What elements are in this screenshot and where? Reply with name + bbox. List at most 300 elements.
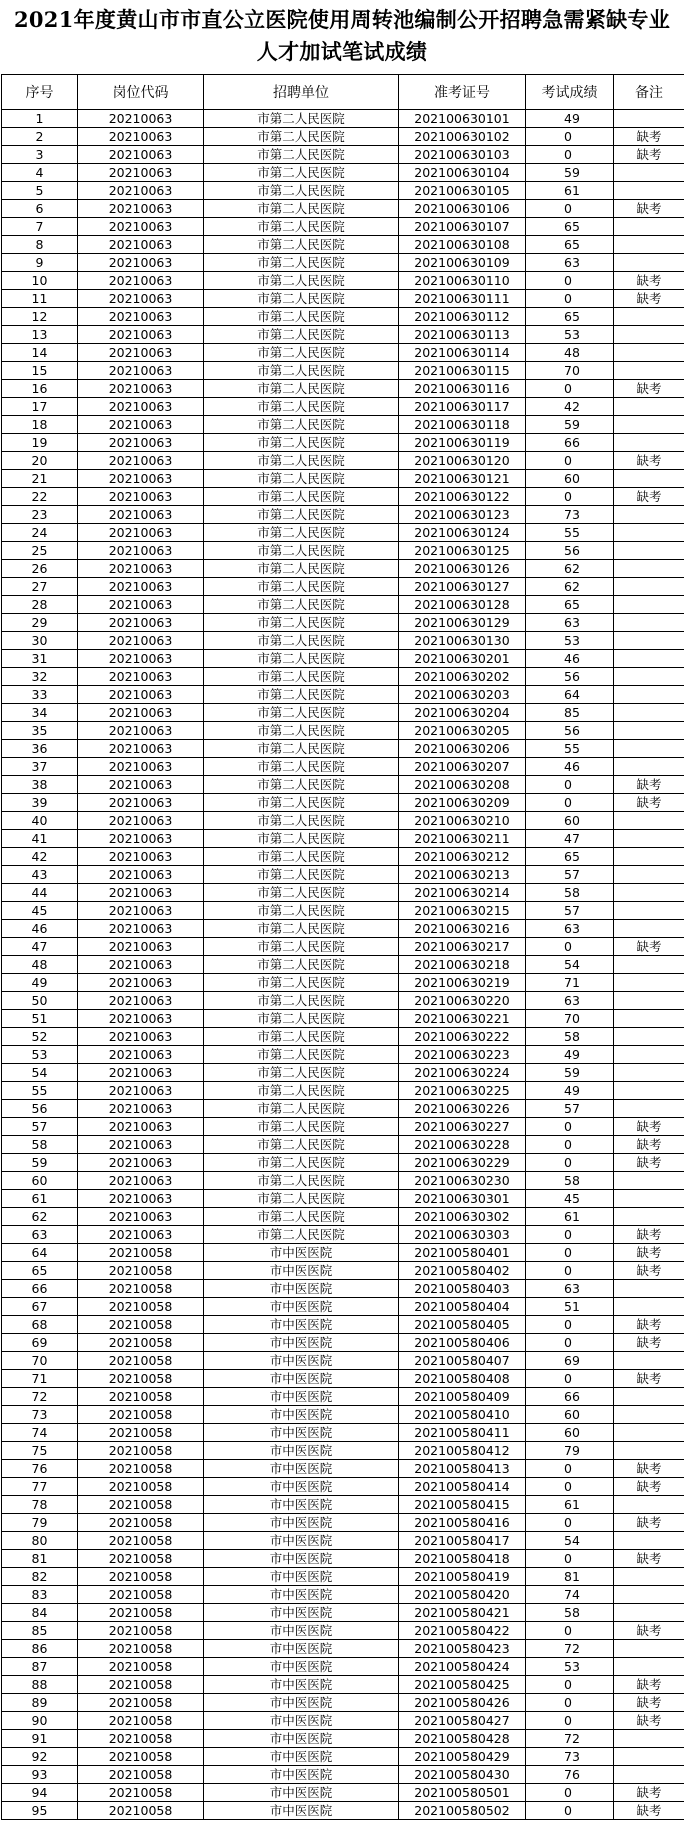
cell-position-code: 20210063 xyxy=(78,308,204,326)
cell-remarks xyxy=(614,650,684,668)
cell-employer: 市中医医院 xyxy=(204,1550,399,1568)
cell-remarks xyxy=(614,1640,684,1658)
cell-remarks xyxy=(614,506,684,524)
table-row xyxy=(2,326,684,344)
cell-index: 40 xyxy=(2,812,78,830)
cell-remarks: 缺考 xyxy=(614,1154,684,1172)
table-row xyxy=(2,1730,684,1748)
cell-remarks xyxy=(614,416,684,434)
cell-remarks: 缺考 xyxy=(614,1478,684,1496)
cell-employer: 市第二人民医院 xyxy=(204,326,399,344)
cell-score: 61 xyxy=(526,1208,614,1226)
cell-ticket-number: 202100630206 xyxy=(399,740,526,758)
cell-employer: 市中医医院 xyxy=(204,1586,399,1604)
table-row xyxy=(2,524,684,542)
cell-employer: 市中医医院 xyxy=(204,1424,399,1442)
cell-score: 0 xyxy=(526,1550,614,1568)
cell-employer: 市第二人民医院 xyxy=(204,128,399,146)
cell-index: 64 xyxy=(2,1244,78,1262)
cell-ticket-number: 202100580427 xyxy=(399,1712,526,1730)
cell-score: 63 xyxy=(526,614,614,632)
cell-position-code: 20210063 xyxy=(78,866,204,884)
cell-remarks: 缺考 xyxy=(614,1316,684,1334)
cell-employer: 市第二人民医院 xyxy=(204,884,399,902)
cell-index: 90 xyxy=(2,1712,78,1730)
cell-ticket-number: 202100580429 xyxy=(399,1748,526,1766)
cell-index: 33 xyxy=(2,686,78,704)
cell-remarks xyxy=(614,974,684,992)
cell-position-code: 20210058 xyxy=(78,1262,204,1280)
cell-employer: 市第二人民医院 xyxy=(204,398,399,416)
cell-remarks xyxy=(614,740,684,758)
cell-employer: 市第二人民医院 xyxy=(204,110,399,128)
cell-position-code: 20210058 xyxy=(78,1658,204,1676)
cell-index: 80 xyxy=(2,1532,78,1550)
table-row xyxy=(2,560,684,578)
cell-index: 91 xyxy=(2,1730,78,1748)
cell-index: 39 xyxy=(2,794,78,812)
cell-position-code: 20210058 xyxy=(78,1334,204,1352)
cell-score: 57 xyxy=(526,866,614,884)
cell-score: 51 xyxy=(526,1298,614,1316)
cell-ticket-number: 202100580428 xyxy=(399,1730,526,1748)
table-body xyxy=(2,110,684,1820)
cell-ticket-number: 202100630223 xyxy=(399,1046,526,1064)
table-row xyxy=(2,416,684,434)
cell-position-code: 20210063 xyxy=(78,920,204,938)
cell-remarks xyxy=(614,1604,684,1622)
cell-score: 48 xyxy=(526,344,614,362)
cell-index: 55 xyxy=(2,1082,78,1100)
cell-employer: 市第二人民医院 xyxy=(204,560,399,578)
cell-employer: 市中医医院 xyxy=(204,1280,399,1298)
cell-score: 46 xyxy=(526,758,614,776)
table-row xyxy=(2,668,684,686)
cell-score: 65 xyxy=(526,236,614,254)
cell-ticket-number: 202100630218 xyxy=(399,956,526,974)
cell-ticket-number: 202100630229 xyxy=(399,1154,526,1172)
table-row xyxy=(2,1172,684,1190)
cell-index: 57 xyxy=(2,1118,78,1136)
cell-index: 36 xyxy=(2,740,78,758)
cell-ticket-number: 202100630120 xyxy=(399,452,526,470)
cell-position-code: 20210058 xyxy=(78,1712,204,1730)
cell-remarks xyxy=(614,1028,684,1046)
cell-ticket-number: 202100580425 xyxy=(399,1676,526,1694)
cell-score: 63 xyxy=(526,1280,614,1298)
cell-index: 61 xyxy=(2,1190,78,1208)
table-row xyxy=(2,470,684,488)
cell-employer: 市第二人民医院 xyxy=(204,506,399,524)
cell-position-code: 20210058 xyxy=(78,1550,204,1568)
cell-employer: 市第二人民医院 xyxy=(204,812,399,830)
cell-remarks xyxy=(614,884,684,902)
cell-employer: 市中医医院 xyxy=(204,1478,399,1496)
cell-remarks: 缺考 xyxy=(614,1550,684,1568)
cell-ticket-number: 202100630128 xyxy=(399,596,526,614)
cell-ticket-number: 202100630116 xyxy=(399,380,526,398)
cell-remarks xyxy=(614,1298,684,1316)
cell-index: 37 xyxy=(2,758,78,776)
table-row xyxy=(2,1046,684,1064)
cell-score: 59 xyxy=(526,416,614,434)
cell-score: 0 xyxy=(526,1460,614,1478)
cell-ticket-number: 202100580402 xyxy=(399,1262,526,1280)
cell-remarks: 缺考 xyxy=(614,1226,684,1244)
cell-employer: 市中医医院 xyxy=(204,1532,399,1550)
cell-position-code: 20210063 xyxy=(78,1190,204,1208)
cell-ticket-number: 202100630214 xyxy=(399,884,526,902)
cell-score: 0 xyxy=(526,1316,614,1334)
table-row xyxy=(2,1532,684,1550)
cell-index: 9 xyxy=(2,254,78,272)
cell-position-code: 20210063 xyxy=(78,434,204,452)
table-row xyxy=(2,1568,684,1586)
cell-ticket-number: 202100630205 xyxy=(399,722,526,740)
cell-score: 85 xyxy=(526,704,614,722)
document-title xyxy=(0,0,684,74)
cell-position-code: 20210058 xyxy=(78,1604,204,1622)
cell-index: 29 xyxy=(2,614,78,632)
table-row xyxy=(2,164,684,182)
cell-score: 61 xyxy=(526,182,614,200)
cell-remarks xyxy=(614,398,684,416)
table-row xyxy=(2,1766,684,1784)
cell-score: 65 xyxy=(526,218,614,236)
cell-remarks: 缺考 xyxy=(614,272,684,290)
cell-ticket-number: 202100580405 xyxy=(399,1316,526,1334)
cell-score: 0 xyxy=(526,1784,614,1802)
table-row xyxy=(2,542,684,560)
cell-score: 62 xyxy=(526,560,614,578)
cell-employer: 市第二人民医院 xyxy=(204,1190,399,1208)
cell-score: 58 xyxy=(526,1028,614,1046)
cell-score: 58 xyxy=(526,1172,614,1190)
table-header-row xyxy=(2,75,684,110)
table-row xyxy=(2,614,684,632)
cell-ticket-number: 202100630110 xyxy=(399,272,526,290)
table-row xyxy=(2,488,684,506)
header-score: 考试成绩 xyxy=(526,75,614,110)
table-row xyxy=(2,686,684,704)
cell-position-code: 20210058 xyxy=(78,1694,204,1712)
cell-ticket-number: 202100580423 xyxy=(399,1640,526,1658)
cell-ticket-number: 202100630130 xyxy=(399,632,526,650)
table-row xyxy=(2,1514,684,1532)
cell-index: 43 xyxy=(2,866,78,884)
cell-position-code: 20210063 xyxy=(78,938,204,956)
table-row xyxy=(2,1334,684,1352)
table-row xyxy=(2,1784,684,1802)
table-row xyxy=(2,290,684,308)
cell-index: 23 xyxy=(2,506,78,524)
cell-score: 53 xyxy=(526,632,614,650)
table-row xyxy=(2,632,684,650)
cell-ticket-number: 202100580412 xyxy=(399,1442,526,1460)
cell-position-code: 20210063 xyxy=(78,290,204,308)
cell-remarks xyxy=(614,218,684,236)
cell-employer: 市第二人民医院 xyxy=(204,974,399,992)
table-row xyxy=(2,1316,684,1334)
cell-index: 77 xyxy=(2,1478,78,1496)
cell-remarks: 缺考 xyxy=(614,1334,684,1352)
cell-remarks: 缺考 xyxy=(614,1136,684,1154)
cell-remarks xyxy=(614,1568,684,1586)
cell-index: 6 xyxy=(2,200,78,218)
table-row xyxy=(2,1154,684,1172)
cell-employer: 市第二人民医院 xyxy=(204,1064,399,1082)
header-position-code: 岗位代码 xyxy=(78,75,204,110)
cell-position-code: 20210063 xyxy=(78,848,204,866)
cell-score: 0 xyxy=(526,794,614,812)
cell-index: 19 xyxy=(2,434,78,452)
cell-employer: 市第二人民医院 xyxy=(204,524,399,542)
cell-remarks: 缺考 xyxy=(614,1676,684,1694)
cell-remarks xyxy=(614,830,684,848)
cell-position-code: 20210058 xyxy=(78,1316,204,1334)
cell-remarks: 缺考 xyxy=(614,146,684,164)
cell-position-code: 20210058 xyxy=(78,1514,204,1532)
cell-position-code: 20210063 xyxy=(78,722,204,740)
cell-remarks xyxy=(614,1172,684,1190)
cell-index: 65 xyxy=(2,1262,78,1280)
cell-ticket-number: 202100630106 xyxy=(399,200,526,218)
cell-score: 0 xyxy=(526,128,614,146)
cell-score: 55 xyxy=(526,524,614,542)
cell-ticket-number: 202100630202 xyxy=(399,668,526,686)
cell-index: 21 xyxy=(2,470,78,488)
cell-score: 64 xyxy=(526,686,614,704)
table-row xyxy=(2,902,684,920)
cell-index: 32 xyxy=(2,668,78,686)
table-row xyxy=(2,704,684,722)
cell-score: 0 xyxy=(526,146,614,164)
cell-remarks: 缺考 xyxy=(614,1244,684,1262)
cell-ticket-number: 202100630103 xyxy=(399,146,526,164)
cell-position-code: 20210063 xyxy=(78,1010,204,1028)
table-row xyxy=(2,1748,684,1766)
cell-position-code: 20210063 xyxy=(78,110,204,128)
table-row xyxy=(2,1424,684,1442)
cell-remarks xyxy=(614,920,684,938)
cell-employer: 市中医医院 xyxy=(204,1352,399,1370)
table-row xyxy=(2,1802,684,1820)
cell-score: 60 xyxy=(526,470,614,488)
cell-score: 0 xyxy=(526,1802,614,1820)
cell-remarks: 缺考 xyxy=(614,488,684,506)
cell-employer: 市中医医院 xyxy=(204,1658,399,1676)
table-row xyxy=(2,344,684,362)
cell-remarks: 缺考 xyxy=(614,1802,684,1820)
cell-index: 85 xyxy=(2,1622,78,1640)
cell-ticket-number: 202100580403 xyxy=(399,1280,526,1298)
cell-score: 46 xyxy=(526,650,614,668)
cell-score: 79 xyxy=(526,1442,614,1460)
cell-ticket-number: 202100630127 xyxy=(399,578,526,596)
cell-position-code: 20210063 xyxy=(78,884,204,902)
table-row xyxy=(2,434,684,452)
cell-ticket-number: 202100630216 xyxy=(399,920,526,938)
cell-position-code: 20210063 xyxy=(78,758,204,776)
cell-index: 68 xyxy=(2,1316,78,1334)
cell-score: 45 xyxy=(526,1190,614,1208)
cell-index: 28 xyxy=(2,596,78,614)
cell-score: 81 xyxy=(526,1568,614,1586)
cell-index: 88 xyxy=(2,1676,78,1694)
cell-score: 54 xyxy=(526,956,614,974)
table-row xyxy=(2,128,684,146)
cell-remarks xyxy=(614,686,684,704)
cell-score: 60 xyxy=(526,1406,614,1424)
table-row xyxy=(2,974,684,992)
cell-position-code: 20210063 xyxy=(78,560,204,578)
table-row xyxy=(2,848,684,866)
cell-ticket-number: 202100580501 xyxy=(399,1784,526,1802)
table-row xyxy=(2,1388,684,1406)
cell-employer: 市中医医院 xyxy=(204,1460,399,1478)
cell-position-code: 20210058 xyxy=(78,1640,204,1658)
cell-employer: 市第二人民医院 xyxy=(204,1154,399,1172)
cell-position-code: 20210063 xyxy=(78,740,204,758)
title-line-1: 2021年度黄山市市直公立医院使用周转池编制公开招聘急需紧缺专业 xyxy=(13,7,671,32)
cell-remarks xyxy=(614,1100,684,1118)
cell-score: 0 xyxy=(526,1694,614,1712)
cell-employer: 市中医医院 xyxy=(204,1244,399,1262)
cell-employer: 市第二人民医院 xyxy=(204,182,399,200)
cell-position-code: 20210063 xyxy=(78,1208,204,1226)
cell-ticket-number: 202100630213 xyxy=(399,866,526,884)
cell-employer: 市中医医院 xyxy=(204,1712,399,1730)
table-row xyxy=(2,182,684,200)
cell-ticket-number: 202100630125 xyxy=(399,542,526,560)
cell-employer: 市第二人民医院 xyxy=(204,1028,399,1046)
cell-employer: 市中医医院 xyxy=(204,1514,399,1532)
cell-ticket-number: 202100630101 xyxy=(399,110,526,128)
table-row xyxy=(2,722,684,740)
cell-employer: 市中医医院 xyxy=(204,1694,399,1712)
table-row xyxy=(2,506,684,524)
cell-ticket-number: 202100630117 xyxy=(399,398,526,416)
table-row xyxy=(2,398,684,416)
cell-index: 25 xyxy=(2,542,78,560)
cell-index: 92 xyxy=(2,1748,78,1766)
cell-employer: 市第二人民医院 xyxy=(204,596,399,614)
cell-ticket-number: 202100630208 xyxy=(399,776,526,794)
cell-remarks: 缺考 xyxy=(614,452,684,470)
cell-index: 45 xyxy=(2,902,78,920)
cell-score: 69 xyxy=(526,1352,614,1370)
table-row xyxy=(2,1028,684,1046)
cell-score: 55 xyxy=(526,740,614,758)
cell-index: 76 xyxy=(2,1460,78,1478)
cell-employer: 市第二人民医院 xyxy=(204,416,399,434)
cell-score: 73 xyxy=(526,1748,614,1766)
cell-remarks xyxy=(614,614,684,632)
cell-remarks xyxy=(614,524,684,542)
cell-position-code: 20210058 xyxy=(78,1298,204,1316)
cell-ticket-number: 202100580409 xyxy=(399,1388,526,1406)
table-row xyxy=(2,1208,684,1226)
cell-position-code: 20210063 xyxy=(78,416,204,434)
cell-position-code: 20210058 xyxy=(78,1406,204,1424)
cell-employer: 市第二人民医院 xyxy=(204,632,399,650)
cell-score: 62 xyxy=(526,578,614,596)
cell-remarks: 缺考 xyxy=(614,1460,684,1478)
table-row xyxy=(2,452,684,470)
cell-score: 59 xyxy=(526,164,614,182)
cell-position-code: 20210063 xyxy=(78,344,204,362)
cell-ticket-number: 202100630107 xyxy=(399,218,526,236)
cell-index: 10 xyxy=(2,272,78,290)
cell-remarks xyxy=(614,1748,684,1766)
cell-ticket-number: 202100630225 xyxy=(399,1082,526,1100)
table-row xyxy=(2,1370,684,1388)
cell-position-code: 20210058 xyxy=(78,1478,204,1496)
cell-position-code: 20210063 xyxy=(78,704,204,722)
cell-ticket-number: 202100580414 xyxy=(399,1478,526,1496)
cell-remarks xyxy=(614,164,684,182)
cell-position-code: 20210063 xyxy=(78,236,204,254)
cell-remarks: 缺考 xyxy=(614,1514,684,1532)
cell-ticket-number: 202100630211 xyxy=(399,830,526,848)
cell-position-code: 20210063 xyxy=(78,974,204,992)
cell-score: 0 xyxy=(526,1154,614,1172)
cell-employer: 市第二人民医院 xyxy=(204,776,399,794)
cell-ticket-number: 202100630220 xyxy=(399,992,526,1010)
cell-ticket-number: 202100630227 xyxy=(399,1118,526,1136)
cell-remarks: 缺考 xyxy=(614,938,684,956)
table-row xyxy=(2,1298,684,1316)
cell-index: 13 xyxy=(2,326,78,344)
cell-score: 0 xyxy=(526,1244,614,1262)
cell-employer: 市中医医院 xyxy=(204,1406,399,1424)
cell-score: 60 xyxy=(526,812,614,830)
cell-ticket-number: 202100580404 xyxy=(399,1298,526,1316)
cell-employer: 市中医医院 xyxy=(204,1442,399,1460)
cell-index: 93 xyxy=(2,1766,78,1784)
header-remarks: 备注 xyxy=(614,75,684,110)
cell-index: 27 xyxy=(2,578,78,596)
cell-ticket-number: 202100630301 xyxy=(399,1190,526,1208)
cell-index: 24 xyxy=(2,524,78,542)
cell-score: 0 xyxy=(526,452,614,470)
cell-remarks xyxy=(614,434,684,452)
cell-employer: 市中医医院 xyxy=(204,1316,399,1334)
table-row xyxy=(2,1604,684,1622)
cell-score: 56 xyxy=(526,542,614,560)
cell-score: 0 xyxy=(526,290,614,308)
cell-remarks xyxy=(614,236,684,254)
table-row xyxy=(2,110,684,128)
cell-remarks: 缺考 xyxy=(614,1262,684,1280)
cell-ticket-number: 202100630203 xyxy=(399,686,526,704)
cell-index: 51 xyxy=(2,1010,78,1028)
cell-index: 84 xyxy=(2,1604,78,1622)
cell-employer: 市第二人民医院 xyxy=(204,704,399,722)
table-row xyxy=(2,1406,684,1424)
cell-position-code: 20210058 xyxy=(78,1244,204,1262)
table-row xyxy=(2,1496,684,1514)
cell-index: 48 xyxy=(2,956,78,974)
cell-position-code: 20210058 xyxy=(78,1424,204,1442)
cell-position-code: 20210063 xyxy=(78,164,204,182)
cell-ticket-number: 202100580419 xyxy=(399,1568,526,1586)
cell-position-code: 20210063 xyxy=(78,452,204,470)
cell-position-code: 20210063 xyxy=(78,1154,204,1172)
cell-remarks xyxy=(614,578,684,596)
cell-position-code: 20210058 xyxy=(78,1532,204,1550)
cell-remarks xyxy=(614,722,684,740)
